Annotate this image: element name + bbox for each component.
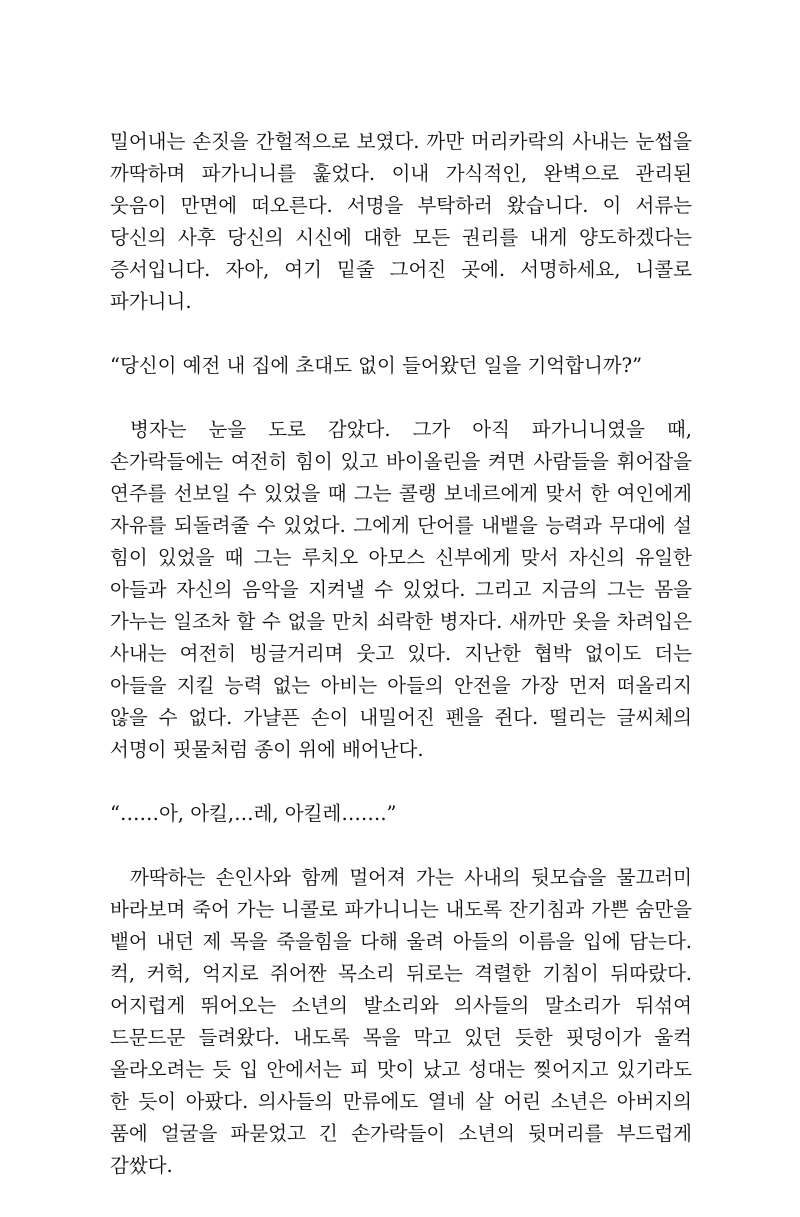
narration-paragraph: 까딱하는 손인사와 함께 멀어져 가는 사내의 뒷모습을 물끄러미 바라보며 죽어 가는 니콜로 파가니니는 내도록 잔기침과 가쁜 숨만을 뱉어 내던 제 목을 죽을힘을 다해 울려 아들의 이름을 입에 담는다. 컥, 커헉, 억지로 쥐어짠 목소리 뒤로는 격렬한 기침이 뒤따랐다. 어지럽게 뛰어오는 소년의 발소리와 의사들의 말소리가 뒤섞여 드문드문 들려왔다. 내도록 목을 막고 있던 듯한 핏덩이가 울컥 올라오려는 듯 입 안에서는 피 맛이 났고 성대는 찢어지고 있기라도 한 듯이 아팠다. 의사들의 만류에도 열네 살 어린 소년은 아버지의 품에 얼굴을 파묻었고 긴 손가락들이 소년의 뒷머리를 부드럽게 감쌌다. bbox=[110, 866, 692, 1177]
document-page bbox=[110, 126, 692, 1214]
dialogue-line: “당신이 예전 내 집에 초대도 없이 들어왔던 일을 기억합니까?” bbox=[110, 354, 643, 377]
narration-paragraph: 밀어내는 손짓을 간헐적으로 보였다. 까만 머리카락의 사내는 눈썹을 까딱하며 파가니니를 훑었다. 이내 가식적인, 완벽으로 관리된 웃음이 만면에 떠오른다. 서명을 부탁하러 왔습니다. 이 서류는 당신의 사후 당신의 시신에 대한 모든 권리를 내게 양도하겠다는 증서입니다. 자아, 여기 밑줄 그어진 곳에. 서명하세요, 니콜로 파가니니. bbox=[110, 130, 692, 313]
narration-paragraph: 병자는 눈을 도로 감았다. 그가 아직 파가니니였을 때, 손가락들에는 여전히 힘이 있고 바이올린을 켜면 사람들을 휘어잡을 연주를 선보일 수 있었을 때 그는 콜랭 보네르에게 맞서 한 여인에게 자유를 되돌려줄 수 있었다. 그에게 단어를 내뱉을 능력과 무대에 설 힘이 있었을 때 그는 루치오 아모스 신부에게 맞서 자신의 유일한 아들과 자신의 음악을 지켜낼 수 있었다. 그리고 지금의 그는 몸을 가누는 일조차 할 수 없을 만치 쇠락한 병자다. 새까만 옷을 차려입은 사내는 여전히 빙글거리며 웃고 있다. 지난한 협박 없이도 더는 아들을 지킬 능력 없는 아비는 아들의 안전을 가장 먼저 떠올리지 않을 수 없다. 가냘픈 손이 내밀어진 펜을 쥔다. 떨리는 글씨체의 서명이 핏물처럼 종이 위에 배어난다. bbox=[110, 418, 692, 761]
dialogue-line: “……아, 아킬,…레, 아킬레…….” bbox=[110, 802, 397, 825]
